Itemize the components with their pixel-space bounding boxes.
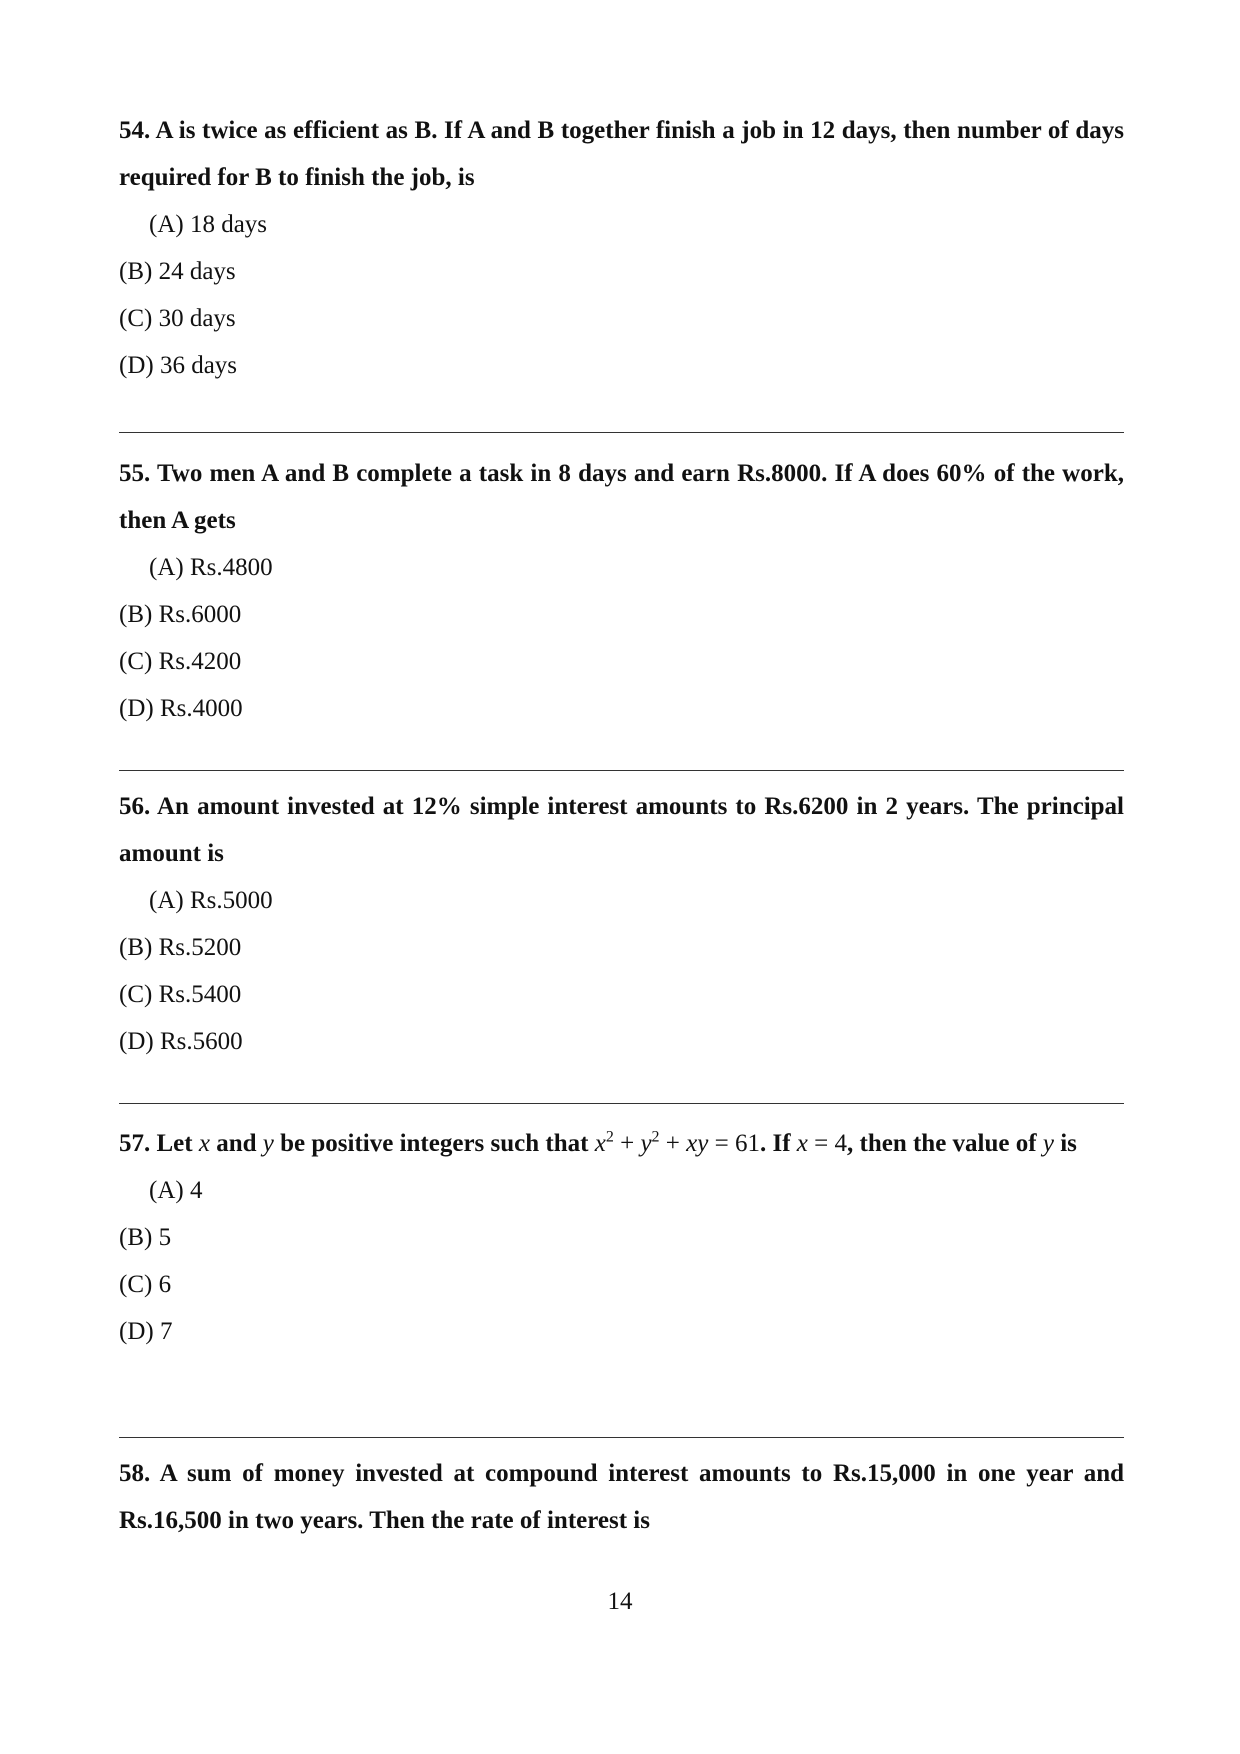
stem-word: is [1060,1130,1077,1157]
option-c: (C) Rs.4200 [119,648,242,675]
divider-4 [119,1437,1124,1438]
divider-2 [119,770,1124,771]
option-b: (B) Rs.5200 [119,934,242,961]
question-58 [119,1450,1124,1544]
question-number: 54. [119,117,151,144]
option-c: (C) 30 days [119,305,236,332]
question-54 [119,107,1124,389]
question-number: 56. [119,793,151,820]
variable-y: y [640,1130,652,1157]
question-stem: An amount invested at 12% simple interest amounts to Rs.6200 in 2 years. The principal amount is [119,793,1124,867]
option-b: (B) 5 [119,1224,172,1251]
stem-word: and [216,1130,257,1157]
option-c: (C) 6 [119,1271,172,1298]
question-stem: A is twice as efficient as B. If A and B together finish a job in 12 days, then number of days required for B to finish the job, is [119,117,1124,191]
question-56 [119,783,1124,1065]
equation [595,1130,760,1157]
question-number: 55. [119,460,151,487]
question-57 [119,1120,1124,1355]
question-55-text [119,450,1124,544]
variable-x: x [198,1130,210,1157]
option-a: (A) Rs.4800 [149,554,273,581]
constant: 4 [834,1130,847,1157]
divider-1 [119,432,1124,433]
question-number: 57. [119,1130,151,1157]
equals-sign: = [814,1130,829,1157]
exponent: 2 [651,1128,660,1146]
variable-y: y [262,1130,274,1157]
question-55 [119,450,1124,732]
constant: 61 [734,1130,760,1157]
question-58-text [119,1450,1124,1544]
option-d: (D) 36 days [119,352,238,379]
variable-x: x [796,1130,808,1157]
option-d: (D) Rs.5600 [119,1028,243,1055]
plus-sign: + [665,1130,680,1157]
stem-word: If [772,1130,791,1157]
question-57-text: 57. Let x and y be positive integers such that $x^2 + y^2$ + xy = 61. If x = 4, then the value of y is [119,1128,1077,1157]
page-number: 14 [607,1588,633,1615]
stem-phrase: , then the value of [847,1130,1037,1157]
question-stem: Two men A and B complete a task in 8 days and earn Rs.8000. If A does 60% of the work, then A gets [119,460,1124,534]
question-56-text [119,783,1124,877]
equals-sign: = [714,1130,729,1157]
option-b: (B) Rs.6000 [119,601,242,628]
question-54-text [119,107,1124,201]
variable-x: x [594,1130,606,1157]
option-a: (A) Rs.5000 [149,887,273,914]
exponent: 2 [605,1128,614,1146]
stem-word: Let [156,1130,193,1157]
option-a: (A) 4 [149,1177,203,1204]
question-number: 58. [119,1460,151,1487]
option-c: (C) Rs.5400 [119,981,242,1008]
stem-phrase: be positive integers such that [280,1130,589,1157]
option-a: (A) 18 days [149,211,268,238]
option-b: (B) 24 days [119,258,236,285]
variable-xy: xy [686,1130,709,1157]
divider-3 [119,1103,1124,1104]
option-d: (D) Rs.4000 [119,695,243,722]
variable-y: y [1042,1130,1054,1157]
plus-sign: + [620,1130,635,1157]
question-stem: A sum of money invested at compound interest amounts to Rs.15,000 in one year and Rs.16,500 in two years. Then the rate of interest is [119,1460,1125,1534]
option-d: (D) 7 [119,1318,173,1345]
